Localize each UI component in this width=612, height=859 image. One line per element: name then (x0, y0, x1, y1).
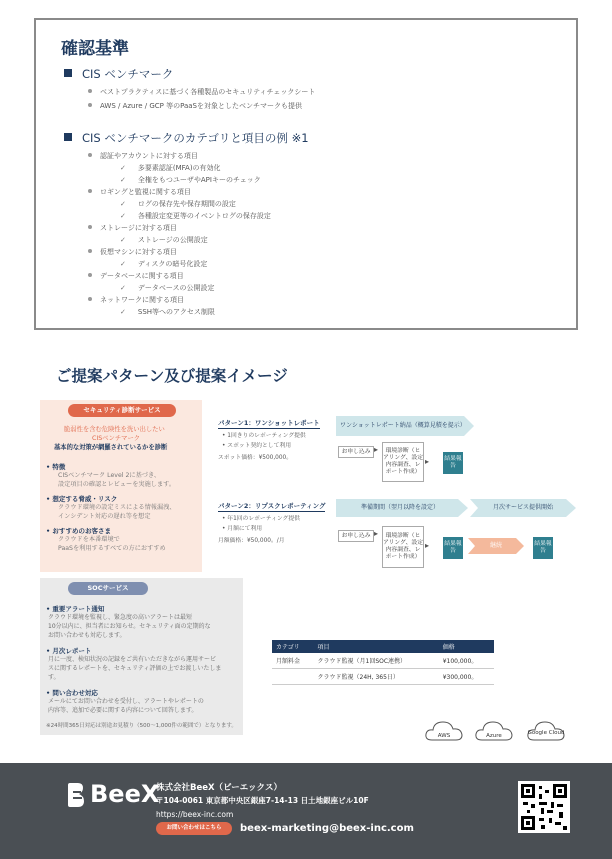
check-icon: ✓ (120, 212, 126, 220)
check-icon: ✓ (120, 308, 126, 316)
price-table (272, 640, 494, 685)
category-item: ネットワークに関する項目 (88, 295, 184, 305)
pattern2-price: 月額価格：¥50,000。/月 (218, 538, 285, 544)
criteria-title: 確認基準 (61, 39, 129, 59)
table-header: 項目 (314, 640, 439, 653)
arrow-icon: ▸ (374, 445, 379, 454)
soc-badge: SOCサービス (68, 582, 148, 595)
bullet-item: AWS / Azure / GCP 等のPaaSを対象としたベンチマークも提供 (88, 101, 302, 111)
check-item: ✓ ログの保存先や保存期間の設定 (120, 200, 236, 208)
bullet-dot-icon (88, 249, 92, 253)
soc-note: ※24時間365日対応は別途お見積り（500〜1,000件の範囲で）となります。 (46, 723, 237, 729)
pattern1-price: スポット価格：¥500,000。 (218, 455, 293, 461)
pattern2-side-step: 月次サービス提供開始 (492, 504, 553, 511)
pattern2-step-continue: 継続 (489, 542, 502, 549)
pattern1-step-apply: お申し込み (338, 446, 374, 458)
qr-code[interactable] (518, 781, 570, 833)
diag-item-text: CISベンチマーク Level 2に基づき、 設定項目の確認とレビューを実施します。 (58, 472, 176, 488)
pattern2-line: • 年1回のレポーティング提供 (222, 516, 300, 522)
proposal-title: ご提案パターン及び提案イメージ (56, 367, 288, 385)
company-address: 〒104-0061 東京都中央区銀座7-14-13 日土地銀座ビル10F (156, 796, 369, 805)
check-icon: ✓ (120, 260, 126, 268)
table-cell: 月額料金 (272, 653, 314, 669)
pattern1-main-step: ワンショットレポート納品（概算見積を提示） (340, 422, 466, 429)
diag-item-title: • 特徴 (46, 463, 66, 471)
bullet-dot-icon (88, 153, 92, 157)
diag-item-title: • おすすめのお客さま (46, 527, 111, 535)
check-item: ✓ 各種設定変更等のイベントログの保存設定 (120, 212, 271, 220)
category-item: ストレージに対する項目 (88, 223, 177, 233)
check-icon: ✓ (120, 176, 126, 184)
cloud-label-google: Google Cloud (527, 730, 565, 736)
table-header: カテゴリ (272, 640, 314, 653)
category-item: 認証やアカウントに対する項目 (88, 151, 198, 161)
cloud-aws-icon (424, 718, 464, 744)
soc-item-title: • 問い合わせ対応 (46, 689, 98, 697)
bullet-dot-icon (88, 89, 92, 93)
criteria-box (34, 18, 578, 330)
diag-intro: 脆弱性を含む危険性を洗い出したい (64, 426, 165, 433)
table-cell: ¥100,000。 (439, 653, 494, 669)
company-name: 株式会社BeeX（ビーエックス） (156, 783, 282, 793)
check-item: ✓ 全権をもつユーザやAPIキーのチェック (120, 176, 261, 184)
beex-logo-text: BeeX (90, 780, 160, 808)
pattern2-step-report: 結果報告 (443, 537, 463, 559)
check-item: ✓ データベースの公開設定 (120, 284, 215, 292)
pattern1-title: パターン1：ワンショットレポート (218, 419, 320, 427)
table-cell: ¥300,000。 (439, 669, 494, 685)
pattern2-title: パターン2：リプスクレポーティング (218, 502, 326, 510)
arrow-icon: ▸ (425, 457, 430, 466)
pattern1-line: • 1回きりのレポーティング提供 (222, 433, 306, 439)
section-heading-categories: CIS ベンチマークのカテゴリと項目の例 ※1 (64, 130, 309, 146)
check-icon: ✓ (120, 164, 126, 172)
check-icon: ✓ (120, 236, 126, 244)
bullet-dot-icon (88, 225, 92, 229)
soc-item-text: クラウド環境を監視し、緊急度の高いアラートは最短 10分以内に、担当者にお知らせ。セキュリティ面の定期的な お問い合わせも対応します。 (48, 614, 211, 639)
company-url[interactable]: https://beex-inc.com (156, 810, 234, 819)
square-bullet-icon (64, 69, 72, 77)
category-item: データベースに関する項目 (88, 271, 184, 281)
category-item: 仮想マシンに対する項目 (88, 247, 177, 257)
diag-item-title: • 想定する脅威・リスク (46, 495, 118, 503)
check-item: ✓ ストレージの公開設定 (120, 236, 208, 244)
bullet-item: ベストプラクティスに基づく各種製品のセキュリティチェックシート (88, 87, 315, 97)
table-header: 価格 (439, 640, 494, 653)
pattern2-step-apply: お申し込み (338, 530, 374, 542)
cloud-label-azure: Azure (486, 733, 502, 739)
arrow-icon: ▸ (374, 529, 379, 538)
pattern2-step-diagnose: 環境診断（ヒアリング、設定内容調査、レポート作成） (382, 526, 424, 568)
bullet-dot-icon (88, 273, 92, 277)
table-cell (272, 669, 314, 685)
arrow-icon: ▸ (425, 541, 430, 550)
check-item: ✓ ディスクの暗号化設定 (120, 260, 208, 268)
square-bullet-icon (64, 133, 72, 141)
pattern1-line: • スポット契約として利用 (222, 443, 292, 449)
table-header-row (272, 640, 494, 653)
category-item: ロギングと監視に関する項目 (88, 187, 191, 197)
check-item: ✓ 多要素認証(MFA)の有効化 (120, 164, 221, 172)
soc-card (40, 578, 243, 735)
contact-email[interactable]: beex-marketing@beex-inc.com (240, 823, 414, 834)
diagnosis-card (40, 400, 202, 572)
footer (0, 763, 612, 859)
table-cell: クラウド監視（月1回SOC連携） (314, 653, 439, 669)
pattern2-step-report-2: 結果報告 (533, 537, 553, 559)
check-item: ✓ SSH等へのアクセス制限 (120, 308, 215, 316)
cloud-label-aws: AWS (437, 733, 451, 739)
diag-item-text: クラウドを本番環境で PaaSを利用するすべての方におすすめ (58, 536, 166, 552)
section-heading-cis: CIS ベンチマーク (64, 66, 173, 82)
beex-logo-icon (66, 782, 86, 808)
bullet-dot-icon (88, 297, 92, 301)
bullet-dot-icon (88, 189, 92, 193)
soc-item-text: メールにてお問い合わせを受付し、アラートやレポートの 内容等、追加で必要に関する内容について回答します。 (48, 698, 204, 714)
pattern2-main-step: 準備期間（翌月以降を設定） (360, 504, 439, 511)
diag-item-text: クラウド環境の設定ミスによる情報漏洩、 インシデント対応の遅れ等を想定 (58, 504, 176, 520)
qr-code-icon (521, 784, 567, 830)
soc-item-text: 月に一度、検知状況の記録をご共有いただきながら運用サービ スに関するレポートを、セキュリティ評価の上でお渡しいたしま す。 (48, 656, 222, 681)
table-row (272, 669, 494, 685)
table-row (272, 653, 494, 669)
pattern1-step-diagnose: 環境診断（ヒアリング、設定内容調査、レポート作成） (382, 442, 424, 482)
soc-item-title: • 重要アラート通知 (46, 605, 105, 613)
contact-badge: お問い合わせはこちら (156, 822, 232, 835)
diag-intro: CISベンチマーク (92, 435, 141, 442)
pattern1-step-report: 結果報告 (443, 452, 463, 474)
check-icon: ✓ (120, 284, 126, 292)
diagnosis-badge: セキュリティ診断サービス (68, 404, 176, 417)
check-icon: ✓ (120, 200, 126, 208)
soc-item-title: • 月次レポート (46, 647, 92, 655)
diag-intro: 基本的な対策が網羅されているかを診断 (54, 444, 168, 451)
pattern2-line: • 月額にて利用 (222, 526, 263, 532)
cloud-azure-icon (474, 718, 514, 744)
bullet-dot-icon (88, 103, 92, 107)
table-cell: クラウド監視（24H, 365日） (314, 669, 439, 685)
